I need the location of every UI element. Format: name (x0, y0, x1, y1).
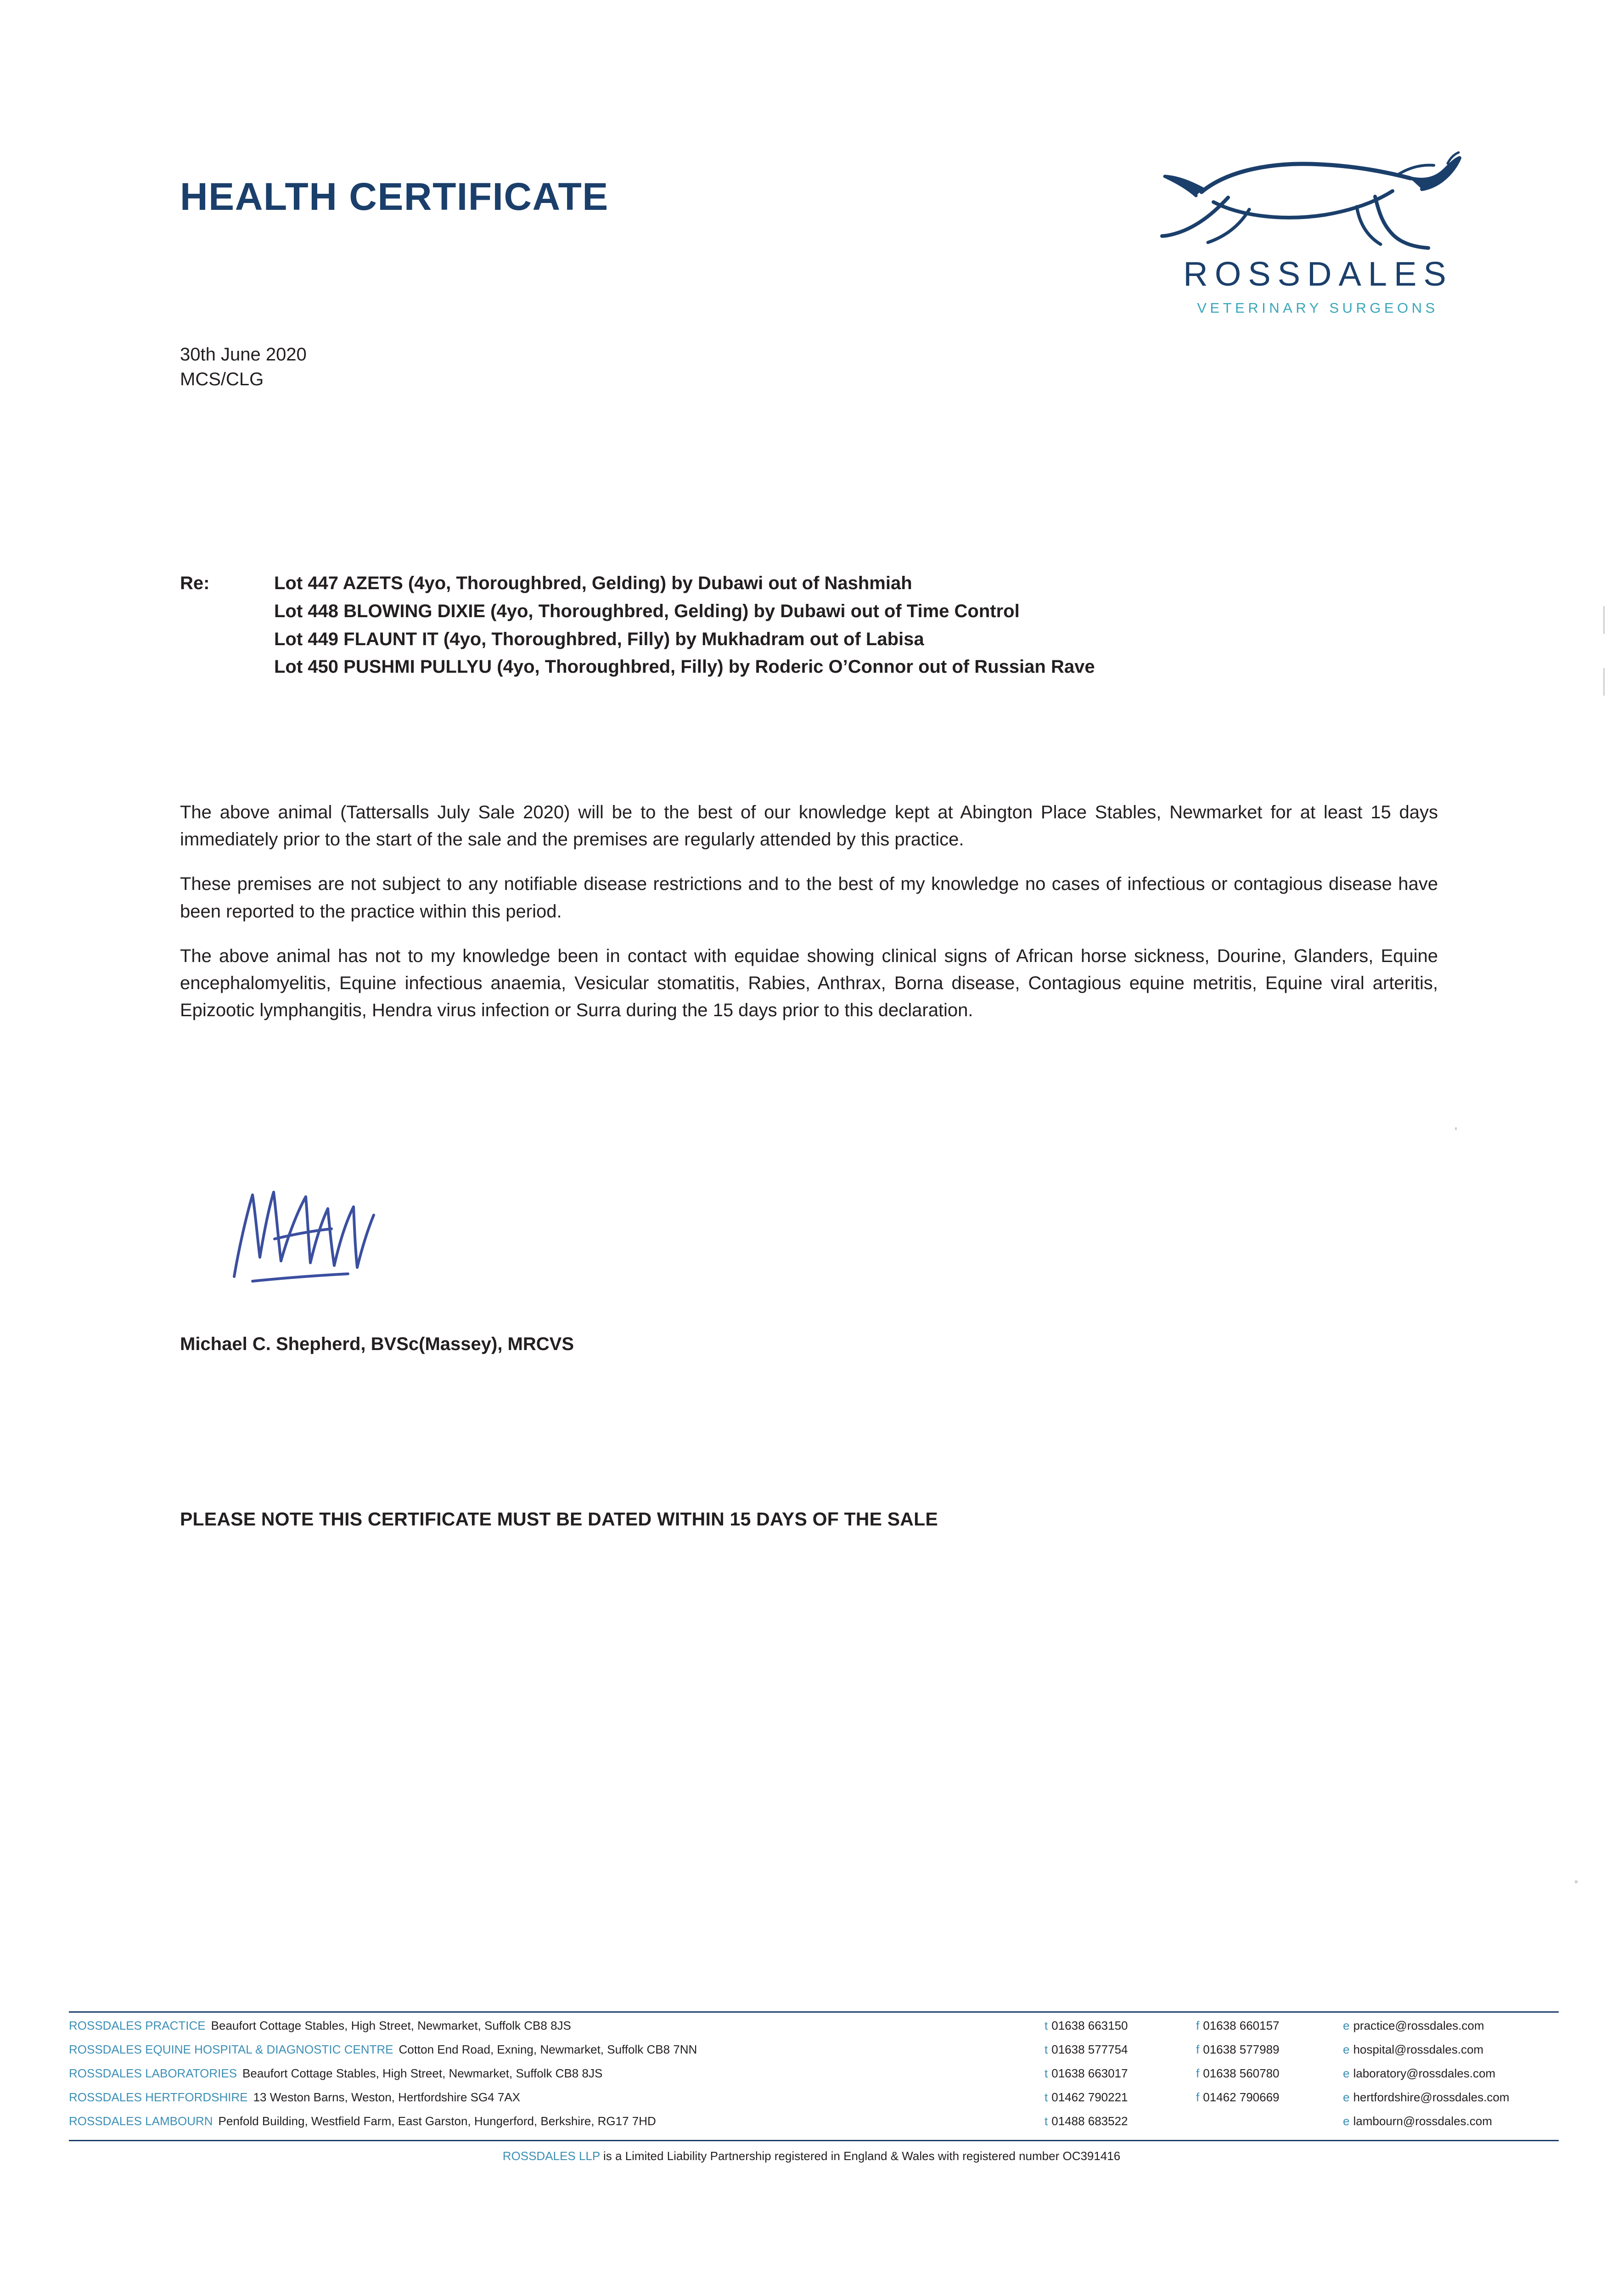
fax-prefix: f (1196, 2090, 1200, 2104)
email-prefix: e (1343, 2019, 1350, 2032)
llp-registration-text: is a Limited Liability Partnership registered in England & Wales with registered number OC391416 (603, 2149, 1121, 2163)
galloping-horse-icon (1159, 138, 1462, 257)
branch-name: ROSSDALES LAMBOURN (69, 2114, 213, 2128)
branch-address: Cotton End Road, Exning, Newmarket, Suffolk CB8 7NN (399, 2043, 697, 2056)
fax-number: 01462 790669 (1203, 2090, 1280, 2104)
branch-fax (1196, 2115, 1343, 2127)
body-paragraph-3: The above animal has not to my knowledge been in contact with equidae showing clinical signs of African horse sickness, Dourine, Glanders, Equine encephalomyelitis, Equine infectious anaemia, Vesicular stomatitis, Rabies, Anthrax, Borna disease, Contagious equine metritis, Equine viral arteritis, Epizootic lymphangitis, Hendra virus infection or Surra during the 15 days prior to this declaration. (180, 945, 1438, 1021)
footer-branch-row (69, 2067, 1559, 2091)
email-prefix: e (1343, 2066, 1350, 2080)
telephone-number: 01488 683522 (1051, 2114, 1128, 2128)
lot-entry: Lot 447 AZETS (4yo, Thoroughbred, Gelding) by Dubawi out of Nashmiah (274, 573, 912, 593)
footer-divider-bottom (69, 2140, 1559, 2141)
email-prefix: e (1343, 2114, 1350, 2128)
footer-divider-top (69, 2011, 1559, 2013)
branch-address: Beaufort Cottage Stables, High Street, Newmarket, Suffolk CB8 8JS (211, 2019, 571, 2032)
branch-email[interactable] (1343, 2091, 1559, 2103)
branch-address: Beaufort Cottage Stables, High Street, Newmarket, Suffolk CB8 8JS (242, 2066, 603, 2080)
fax-prefix: f (1196, 2019, 1200, 2032)
document-body (180, 799, 1438, 1024)
email-address: laboratory@rossdales.com (1353, 2066, 1496, 2080)
fax-number: 01638 560780 (1203, 2066, 1280, 2080)
branch-email[interactable] (1343, 2043, 1559, 2055)
fax-number: 01638 577989 (1203, 2043, 1280, 2056)
branch-telephone (1045, 2067, 1196, 2079)
branch-telephone (1045, 2091, 1196, 2103)
subject-row (180, 625, 1447, 653)
footer-branch-row (69, 2020, 1559, 2043)
branch-name: ROSSDALES LABORATORIES (69, 2066, 237, 2080)
lot-entry: Lot 449 FLAUNT IT (4yo, Thoroughbred, Filly) by Mukhadram out of Labisa (274, 629, 924, 649)
handwritten-signature-icon (216, 1180, 455, 1290)
telephone-number: 01638 577754 (1051, 2043, 1128, 2056)
telephone-prefix: t (1045, 2114, 1048, 2128)
footer-legal-line (0, 2149, 1623, 2163)
branch-address: 13 Weston Barns, Weston, Hertfordshire SG4 7AX (253, 2090, 521, 2104)
footer-branch-row (69, 2091, 1559, 2115)
branch-fax (1196, 2091, 1343, 2103)
scan-artifact (1603, 668, 1605, 696)
document-date: 30th June 2020 (180, 344, 307, 365)
date-reference-block (180, 342, 307, 392)
body-paragraph-1: The above animal (Tattersalls July Sale 2020) will be to the best of our knowledge kept at Abington Place Stables, Newmarket for at least 15 days immediately prior to the start of the sale and the premises are regularly attended by this practice. (180, 802, 1438, 850)
email-address: lambourn@rossdales.com (1353, 2114, 1492, 2128)
telephone-prefix: t (1045, 2019, 1048, 2032)
footer-branch-row (69, 2043, 1559, 2067)
lot-entry: Lot 450 PUSHMI PULLYU (4yo, Thoroughbred, Filly) by Roderic O’Connor out of Russian Rave (274, 657, 1095, 677)
footer-branch-row (69, 2115, 1559, 2139)
branch-fax (1196, 2043, 1343, 2055)
subject-row (180, 653, 1447, 681)
branch-address: Penfold Building, Westfield Farm, East Garston, Hungerford, Berkshire, RG17 7HD (218, 2114, 656, 2128)
subject-block (180, 569, 1447, 681)
branch-telephone (1045, 2115, 1196, 2127)
telephone-number: 01462 790221 (1051, 2090, 1128, 2104)
email-prefix: e (1343, 2090, 1350, 2104)
fax-prefix: f (1196, 2066, 1200, 2080)
branch-name: ROSSDALES PRACTICE (69, 2019, 206, 2032)
telephone-number: 01638 663017 (1051, 2066, 1128, 2080)
branch-fax (1196, 2067, 1343, 2079)
scan-artifact (1575, 1880, 1578, 1883)
branch-email[interactable] (1343, 2115, 1559, 2127)
scan-artifact (1603, 606, 1605, 634)
llp-name: ROSSDALES LLP (502, 2149, 600, 2163)
signature-image (216, 1180, 455, 1290)
logo-wordmark: ROSSDALES (1183, 255, 1453, 293)
branch-name: ROSSDALES HERTFORDSHIRE (69, 2090, 248, 2104)
branch-fax (1196, 2020, 1343, 2032)
telephone-prefix: t (1045, 2066, 1048, 2080)
branch-email[interactable] (1343, 2020, 1559, 2032)
scan-artifact (1455, 1127, 1457, 1130)
subject-row (180, 597, 1447, 625)
branch-telephone (1045, 2043, 1196, 2055)
telephone-prefix: t (1045, 2090, 1048, 2104)
telephone-number: 01638 663150 (1051, 2019, 1128, 2032)
branch-email[interactable] (1343, 2067, 1559, 2079)
certificate-notice: PLEASE NOTE THIS CERTIFICATE MUST BE DATED WITHIN 15 DAYS OF THE SALE (180, 1508, 938, 1530)
branch-name: ROSSDALES EQUINE HOSPITAL & DIAGNOSTIC CENTRE (69, 2043, 393, 2056)
subject-label: Re: (180, 573, 210, 593)
document-header (0, 138, 1623, 377)
body-paragraph-2: These premises are not subject to any notifiable disease restrictions and to the best of my knowledge no cases of infectious or contagious disease have been reported to the practice within this period. (180, 874, 1438, 922)
subject-row (180, 569, 1447, 597)
email-address: practice@rossdales.com (1353, 2019, 1484, 2032)
rossdales-logo (1159, 138, 1471, 316)
document-reference: MCS/CLG (180, 369, 264, 389)
lot-entry: Lot 448 BLOWING DIXIE (4yo, Thoroughbred, Gelding) by Dubawi out of Time Control (274, 601, 1020, 621)
email-prefix: e (1343, 2043, 1350, 2056)
fax-prefix: f (1196, 2043, 1200, 2056)
footer-branch-list (69, 2020, 1559, 2139)
branch-telephone (1045, 2020, 1196, 2032)
page-title: HEALTH CERTIFICATE (180, 175, 609, 218)
email-address: hertfordshire@rossdales.com (1353, 2090, 1510, 2104)
email-address: hospital@rossdales.com (1353, 2043, 1484, 2056)
telephone-prefix: t (1045, 2043, 1048, 2056)
fax-number: 01638 660157 (1203, 2019, 1280, 2032)
signatory-name: Michael C. Shepherd, BVSc(Massey), MRCVS (180, 1334, 574, 1354)
logo-tagline: VETERINARY SURGEONS (1197, 300, 1438, 316)
